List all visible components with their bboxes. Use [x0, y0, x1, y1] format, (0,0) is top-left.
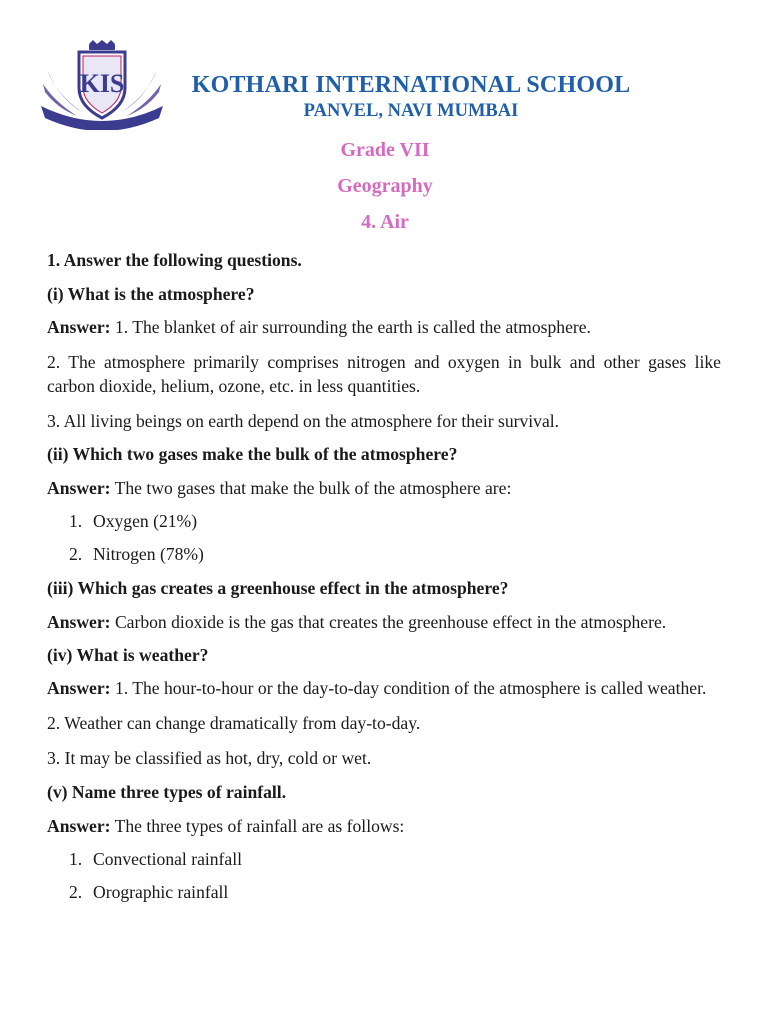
answer-paragraph — [47, 610, 721, 634]
section-title: 1. Answer the following questions. — [47, 250, 302, 270]
question-heading: (iii) Which gas creates a greenhouse effect in the atmosphere? — [47, 578, 509, 598]
subject-heading: Geography — [337, 175, 433, 197]
answer-paragraph: 3. All living beings on earth depend on the atmosphere for their survival. — [47, 411, 560, 431]
list-item — [47, 847, 721, 871]
answer-label: Answer: — [47, 816, 111, 836]
document-body — [47, 248, 721, 904]
chapter-heading: 4. Air — [361, 211, 409, 233]
list-number: 2. — [69, 882, 83, 902]
answer-text: 1. The hour-to-hour or the day-to-day condition of the atmosphere is called weather. — [114, 678, 707, 698]
school-location: PANVEL, NAVI MUMBAI — [303, 101, 519, 121]
list-item — [47, 880, 721, 904]
answer-label: Answer: — [47, 478, 111, 498]
answer-paragraph: 2. The atmosphere primarily comprises nitrogen and oxygen in bulk and other gases like carbon dioxide, helium, ozone, etc. in less quantities. — [47, 352, 721, 396]
question-heading: (ii) Which two gases make the bulk of the atmosphere? — [47, 444, 458, 464]
school-name: KOTHARI INTERNATIONAL SCHOOL — [191, 72, 631, 98]
list-item — [47, 542, 721, 566]
answer-paragraph — [47, 315, 721, 339]
answer-paragraph — [47, 476, 721, 500]
grade-heading: Grade VII — [340, 139, 430, 161]
question-heading: (iv) What is weather? — [47, 645, 209, 665]
answer-paragraph: 2. Weather can change dramatically from day-to-day. — [47, 713, 421, 733]
answer-paragraph — [47, 676, 721, 700]
answer-text: 1. The blanket of air surrounding the earth is called the atmosphere. — [114, 317, 591, 337]
list-item — [47, 509, 721, 533]
school-logo — [37, 40, 167, 130]
list-number: 2. — [69, 544, 83, 564]
list-number: 1. — [69, 849, 83, 869]
list-text: Oxygen (21%) — [93, 511, 198, 531]
answer-text: Carbon dioxide is the gas that creates the greenhouse effect in the atmosphere. — [114, 612, 667, 632]
answer-label: Answer: — [47, 317, 111, 337]
question-heading: (i) What is the atmosphere? — [47, 284, 255, 304]
answer-label: Answer: — [47, 612, 111, 632]
answer-paragraph — [47, 814, 721, 838]
list-text: Nitrogen (78%) — [93, 544, 204, 564]
logo-letters: KIS — [79, 69, 125, 98]
answer-text: The three types of rainfall are as follows: — [114, 816, 405, 836]
list-text: Orographic rainfall — [93, 882, 229, 902]
answer-label: Answer: — [47, 678, 111, 698]
answer-paragraph: 3. It may be classified as hot, dry, cold or wet. — [47, 748, 372, 768]
list-number: 1. — [69, 511, 83, 531]
question-heading: (v) Name three types of rainfall. — [47, 782, 287, 802]
list-text: Convectional rainfall — [93, 849, 243, 869]
answer-text: The two gases that make the bulk of the atmosphere are: — [114, 478, 512, 498]
